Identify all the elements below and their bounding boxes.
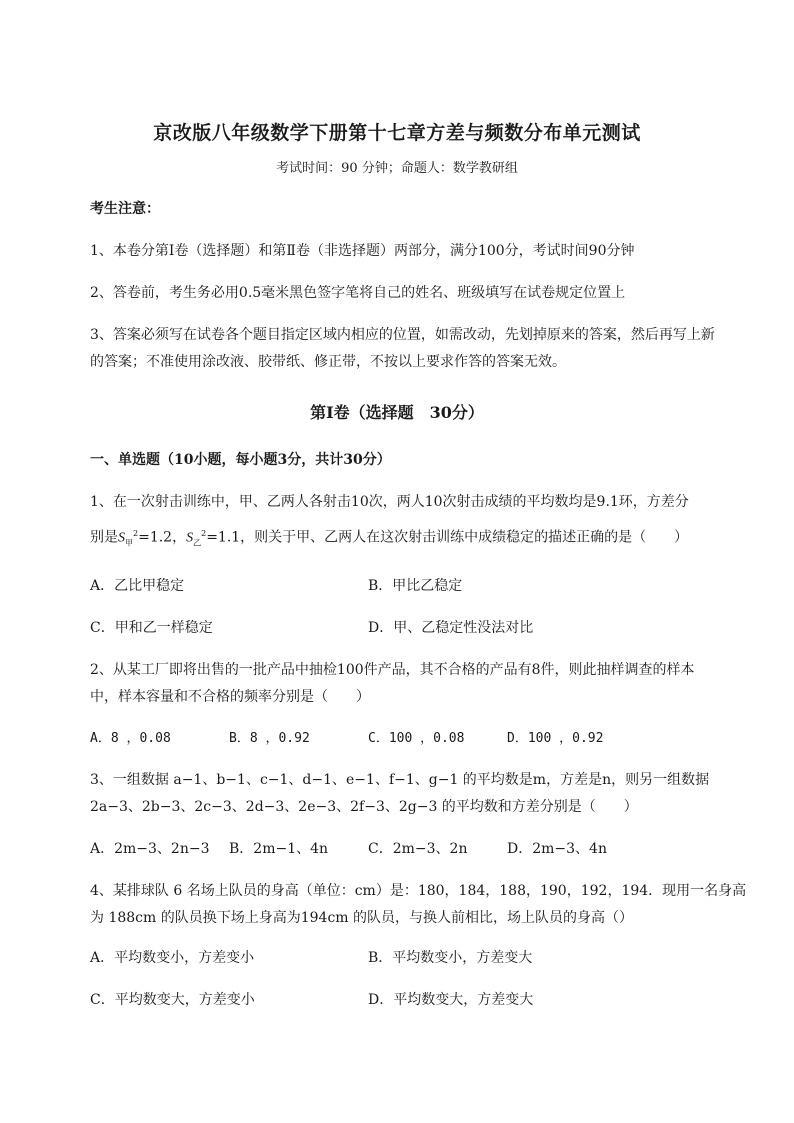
q1-sq-1: 2 [133, 529, 139, 538]
q1-sq-2: 2 [201, 529, 207, 538]
q1-line-2 [90, 524, 750, 553]
q2-option-a: A．8 ，0.08 [90, 731, 171, 746]
q1-s-symbol-2: S [186, 530, 194, 546]
q1-option-c: C．甲和乙一样稳定 [90, 620, 213, 636]
q1-text-c: =1.2， [138, 529, 187, 546]
q1-sub-yi: 乙 [193, 538, 202, 548]
q3-option-b: B．2m−1、4n [229, 841, 329, 857]
q3-option-a: A．2m−3、2n−3 [90, 841, 210, 857]
notice-heading: 考生注意： [90, 201, 160, 217]
q1-text-e: =1.1，则关于甲、乙两人在这次射击训练中成绩稳定的描述正确的是（ ） [206, 529, 689, 546]
q1-option-b: B．甲比乙稳定 [368, 578, 463, 594]
exam-title: 京改版八年级数学下册第十七章方差与频数分布单元测试 [153, 122, 641, 144]
q4-line-1: 4、某排球队 6 名场上队员的身高（单位：cm）是：180，184，188，190，192，194．现用一名身高 [90, 883, 747, 899]
q1-option-d: D．甲、乙稳定性没法对比 [368, 620, 534, 636]
q1-sub-jia: 甲 [125, 538, 133, 548]
q3-option-d: D．2m−3、4n [507, 841, 607, 857]
q2-option-b: B．8 ，0.92 [229, 731, 310, 746]
notice-item-1: 1、本卷分第Ⅰ卷（选择题）和第Ⅱ卷（非选择题）两部分，满分100分，考试时间90分钟 [90, 243, 635, 259]
q1-option-a: A．乙比甲稳定 [90, 578, 185, 594]
q1-s-symbol: S [118, 530, 125, 546]
q4-line-2: 为 188cm 的队员换下场上身高为194cm 的队员，与换人前相比，场上队员的身高（） [90, 910, 634, 926]
exam-subtitle: 考试时间：90 分钟；命题人：数学教研组 [276, 161, 518, 176]
q4-option-a: A．平均数变小，方差变小 [90, 950, 255, 966]
q1-line-1: 1、在一次射击训练中，甲、乙两人各射击10次，两人10次射击成绩的平均数均是9.1环，方差分 [90, 494, 689, 510]
section-title: 第Ⅰ卷（选择题 30分） [310, 403, 484, 422]
part-heading: 一、单选题（10小题，每小题3分，共计30分） [90, 452, 391, 468]
q2-line-1: 2、从某工厂即将出售的一批产品中抽检100件产品，其不合格的产品有8件，则此抽样调查的样本 [90, 662, 695, 678]
notice-item-3: 3、答案必须写在试卷各个题目指定区域内相应的位置，如需改动，先划掉原来的答案，然后再写上新 [90, 327, 715, 343]
q4-option-c: C．平均数变大，方差变小 [90, 992, 255, 1008]
notice-item-3-cont: 的答案；不准使用涂改液、胶带纸、修正带，不按以上要求作答的答案无效。 [90, 354, 566, 370]
q3-option-c: C．2m−3、2n [368, 841, 468, 857]
notice-item-2: 2、答卷前，考生务必用0.5毫米黑色签字笔将自己的姓名、班级填写在试卷规定位置上 [90, 285, 626, 301]
q4-option-d: D．平均数变大，方差变大 [368, 992, 534, 1008]
q2-line-2: 中，样本容量和不合格的频率分别是（ ） [90, 689, 370, 705]
q3-line-1: 3、一组数据 a−1、b−1、c−1、d−1、e−1、f−1、g−1 的平均数是m，方差是n，则另一组数据 [90, 772, 710, 788]
q2-option-c: C．100 ，0.08 [368, 731, 465, 746]
q1-text-a: 别是 [90, 529, 118, 546]
q4-option-b: B．平均数变小，方差变大 [368, 950, 533, 966]
q2-option-d: D．100 ，0.92 [507, 731, 604, 746]
q3-line-2: 2a−3、2b−3、2c−3、2d−3、2e−3、2f−3、2g−3 的平均数和方差分别是（ ） [90, 799, 638, 815]
